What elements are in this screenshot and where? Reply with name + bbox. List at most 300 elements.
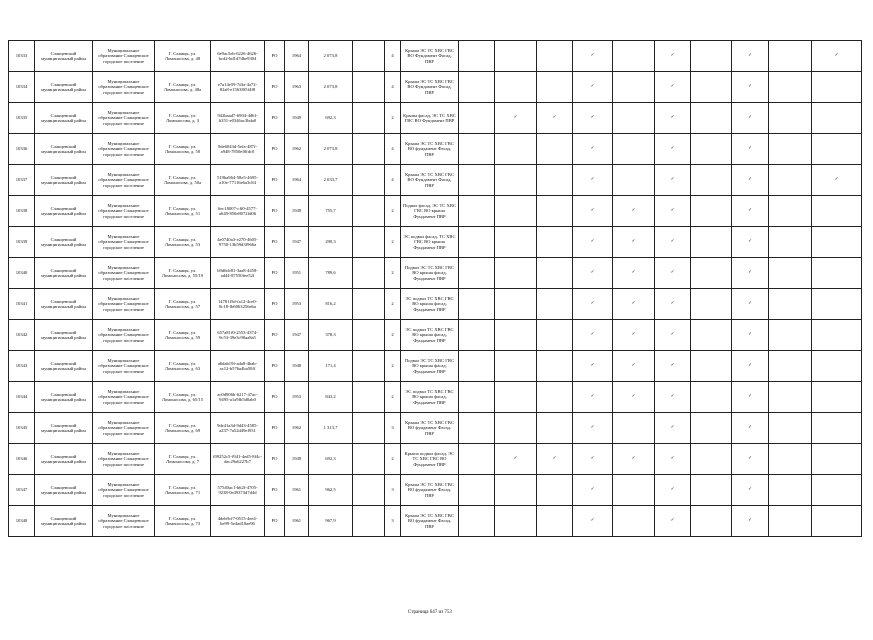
check-mark-icon: ✓ <box>670 518 675 524</box>
check-cell <box>459 196 495 227</box>
cell-district: Сланцевский муниципальный район <box>35 134 93 165</box>
check-cell <box>573 196 613 227</box>
check-cell <box>732 134 769 165</box>
check-mark-icon: ✓ <box>748 177 752 183</box>
cell-blank <box>353 227 385 258</box>
cell-district: Сланцевский муниципальный район <box>35 258 93 289</box>
check-cell <box>769 475 812 506</box>
cell-address: Г. Сланцы, ул. Ломоносова, д. 69 <box>155 413 211 444</box>
cell-formation: Муниципальное образование Сланцевское городское поселение <box>93 41 155 72</box>
check-mark-icon: ✓ <box>748 84 752 90</box>
cell-blank <box>353 289 385 320</box>
cell-address: Г. Сланцы, ул. Ломоносова, д. 59 <box>155 320 211 351</box>
cell-blank <box>353 72 385 103</box>
check-mark-icon: ✓ <box>748 115 752 121</box>
cell-code: РО <box>265 103 285 134</box>
cell-floors: 2 <box>385 196 401 227</box>
cell-id: 10338 <box>9 196 35 227</box>
check-mark-icon: ✓ <box>670 270 675 276</box>
cell-year: 1947 <box>285 320 309 351</box>
cell-guid: 6ec18007-cff0-4577-a649-850e8072fd06 <box>211 196 265 227</box>
cell-code: РО <box>265 444 285 475</box>
cell-address: Г. Сланцы, ул. Ломоносова, д. 65/15 <box>155 382 211 413</box>
check-cell <box>495 258 537 289</box>
check-mark-icon: ✓ <box>590 84 595 90</box>
table-row <box>9 289 862 320</box>
check-cell <box>537 134 573 165</box>
check-cell <box>732 475 769 506</box>
cell-formation: Муниципальное образование Сланцевское городское поселение <box>93 444 155 475</box>
check-cell <box>459 72 495 103</box>
cell-guid: 6e9ac5eb-6226-4626-bcd2-bd1d7dbe9304 <box>211 41 265 72</box>
cell-id: 10340 <box>9 258 35 289</box>
cell-address: Г. Сланцы, ул. Ломоносова, д. 55/19 <box>155 258 211 289</box>
table-row <box>9 41 862 72</box>
check-cell <box>495 413 537 444</box>
check-cell <box>769 258 812 289</box>
check-cell <box>459 351 495 382</box>
check-cell <box>691 165 732 196</box>
check-cell <box>769 103 812 134</box>
cell-district: Сланцевский муниципальный район <box>35 289 93 320</box>
check-cell <box>573 475 613 506</box>
check-cell <box>691 227 732 258</box>
check-cell <box>732 320 769 351</box>
check-cell <box>495 103 537 134</box>
check-mark-icon: ✓ <box>590 146 595 152</box>
cell-area: 789,6 <box>309 258 353 289</box>
check-cell <box>812 41 862 72</box>
check-mark-icon: ✓ <box>748 301 752 307</box>
check-mark-icon: ✓ <box>631 394 636 400</box>
check-cell <box>573 227 613 258</box>
cell-code: РО <box>265 382 285 413</box>
cell-code: РО <box>265 134 285 165</box>
cell-guid: 942baad7-6904-4d6f-b351-e0346ac3bda0 <box>211 103 265 134</box>
check-mark-icon: ✓ <box>670 487 675 493</box>
check-cell <box>655 320 691 351</box>
check-cell <box>655 196 691 227</box>
cell-code: РО <box>265 475 285 506</box>
check-cell <box>537 475 573 506</box>
cell-year: 1961 <box>285 475 309 506</box>
check-cell <box>769 413 812 444</box>
check-mark-icon: ✓ <box>631 208 636 214</box>
check-cell <box>495 444 537 475</box>
cell-area: 962,5 <box>309 475 353 506</box>
cell-year: 1964 <box>285 165 309 196</box>
check-cell <box>537 289 573 320</box>
cell-floors: 2 <box>385 320 401 351</box>
check-cell <box>459 258 495 289</box>
cell-works: Крыша подвал фасад, ЭС ТС ХВС ГВС ВО Фундамент ПВР <box>401 444 459 475</box>
check-mark-icon: ✓ <box>670 456 675 462</box>
cell-area: 2 073,8 <box>309 134 353 165</box>
cell-district: Сланцевский муниципальный район <box>35 320 93 351</box>
cell-floors: 2 <box>385 227 401 258</box>
cell-works: Крыша фасад, ЭС ТС ХВС ГВС ВО Фундамент ПВР <box>401 103 459 134</box>
cell-address: Г. Сланцы, ул. Ломоносова, д. 3 <box>155 103 211 134</box>
cell-district: Сланцевский муниципальный район <box>35 196 93 227</box>
cell-area: 843,2 <box>309 382 353 413</box>
check-cell <box>573 444 613 475</box>
check-mark-icon: ✓ <box>748 456 752 462</box>
check-cell <box>769 196 812 227</box>
cell-code: РО <box>265 227 285 258</box>
cell-guid: 9de6043d-5efa-487f-a948-7850ef0fdc0 <box>211 134 265 165</box>
check-mark-icon: ✓ <box>748 363 752 369</box>
check-cell <box>655 165 691 196</box>
table-row <box>9 258 862 289</box>
check-cell <box>573 165 613 196</box>
check-cell <box>573 258 613 289</box>
check-cell <box>495 351 537 382</box>
cell-area: 171,4 <box>309 351 353 382</box>
check-cell <box>537 41 573 72</box>
cell-year: 1953 <box>285 289 309 320</box>
cell-floors: 4 <box>385 41 401 72</box>
check-cell <box>573 134 613 165</box>
check-cell <box>732 413 769 444</box>
check-cell <box>732 41 769 72</box>
check-cell <box>732 382 769 413</box>
check-cell <box>655 134 691 165</box>
cell-guid: 57540ac1-b62f-4705-9238-0e49373d7d4d <box>211 475 265 506</box>
check-cell <box>613 289 655 320</box>
cell-address: Г. Сланцы, ул. Ломоносова, д. 57 <box>155 289 211 320</box>
check-cell <box>459 413 495 444</box>
check-cell <box>537 227 573 258</box>
check-cell <box>655 413 691 444</box>
check-cell <box>812 320 862 351</box>
check-cell <box>812 413 862 444</box>
check-cell <box>537 506 573 537</box>
check-cell <box>459 320 495 351</box>
cell-floors: 2 <box>385 382 401 413</box>
cell-works: Подвал фасад, ЭС ТС ХВС ГВС ВО крыша Фундамент ПВР <box>401 196 459 227</box>
check-cell <box>769 227 812 258</box>
cell-area: 967,9 <box>309 506 353 537</box>
check-cell <box>613 134 655 165</box>
cell-works: Подвал ЭС ТС ХВС ГВС ВО крыша фасад, Фундамент ПВР <box>401 351 459 382</box>
cell-id: 10343 <box>9 351 35 382</box>
check-cell <box>495 320 537 351</box>
check-cell <box>812 289 862 320</box>
check-cell <box>655 103 691 134</box>
check-cell <box>769 382 812 413</box>
table-row <box>9 413 862 444</box>
cell-blank <box>353 41 385 72</box>
check-cell <box>769 289 812 320</box>
check-cell <box>495 475 537 506</box>
check-mark-icon: ✓ <box>590 177 595 183</box>
cell-address: Г. Сланцы, ул. Ломоносова, д. 73 <box>155 506 211 537</box>
check-cell <box>537 320 573 351</box>
check-cell <box>812 444 862 475</box>
check-mark-icon: ✓ <box>631 456 636 462</box>
check-cell <box>732 351 769 382</box>
check-cell <box>732 258 769 289</box>
cell-area: 755,7 <box>309 196 353 227</box>
cell-year: 1949 <box>285 444 309 475</box>
check-cell <box>537 196 573 227</box>
check-mark-icon: ✓ <box>748 425 752 431</box>
cell-id: 10337 <box>9 165 35 196</box>
cell-year: 1964 <box>285 41 309 72</box>
check-cell <box>495 196 537 227</box>
check-cell <box>769 165 812 196</box>
cell-id: 10347 <box>9 475 35 506</box>
check-cell <box>732 506 769 537</box>
cell-works: Крыша ЭС ТС ХВС ГВС ВО фундамент Фасад, ПВР <box>401 506 459 537</box>
cell-code: РО <box>265 320 285 351</box>
cell-blank <box>353 134 385 165</box>
check-cell <box>459 475 495 506</box>
check-cell <box>655 289 691 320</box>
check-cell <box>495 165 537 196</box>
table-row <box>9 103 862 134</box>
check-cell <box>732 289 769 320</box>
check-cell <box>732 72 769 103</box>
check-cell <box>655 382 691 413</box>
check-cell <box>655 475 691 506</box>
check-cell <box>573 72 613 103</box>
check-cell <box>691 289 732 320</box>
check-cell <box>613 227 655 258</box>
check-cell <box>537 382 573 413</box>
cell-area: 692,3 <box>309 103 353 134</box>
cell-works: Крыша ЭС ТС ХВС ГВС ВО Фундамент Фасад, ПВР <box>401 165 459 196</box>
check-cell <box>459 444 495 475</box>
cell-year: 1961 <box>285 506 309 537</box>
check-cell <box>613 103 655 134</box>
check-cell <box>769 320 812 351</box>
check-mark-icon: ✓ <box>513 456 518 462</box>
cell-year: 1947 <box>285 227 309 258</box>
cell-floors: 2 <box>385 103 401 134</box>
check-cell <box>691 196 732 227</box>
cell-district: Сланцевский муниципальный район <box>35 506 93 537</box>
check-cell <box>655 444 691 475</box>
cell-formation: Муниципальное образование Сланцевское городское поселение <box>93 103 155 134</box>
cell-address: Г. Сланцы, ул. Ломоносова, д. 71 <box>155 475 211 506</box>
cell-address: Г. Сланцы, ул. Ломоносова, д. 48а <box>155 72 211 103</box>
cell-id: 10336 <box>9 134 35 165</box>
check-cell <box>613 41 655 72</box>
check-cell <box>495 382 537 413</box>
check-mark-icon: ✓ <box>590 332 595 338</box>
table-row <box>9 134 862 165</box>
cell-district: Сланцевский муниципальный район <box>35 41 93 72</box>
check-mark-icon: ✓ <box>748 332 752 338</box>
cell-works: ЭС подвал ТС ХВС ГВС ВО крыша фасад, Фундамент ПВР <box>401 289 459 320</box>
cell-area: 1 313,7 <box>309 413 353 444</box>
check-mark-icon: ✓ <box>748 53 752 59</box>
check-mark-icon: ✓ <box>513 115 518 121</box>
cell-year: 1949 <box>285 196 309 227</box>
check-mark-icon: ✓ <box>590 394 595 400</box>
cell-floors: 3 <box>385 475 401 506</box>
check-mark-icon: ✓ <box>631 239 636 245</box>
check-mark-icon: ✓ <box>590 363 595 369</box>
cell-works: Крыша ЭС ТС ХВС ГВС ВО фундамент Фасад, ПВР <box>401 134 459 165</box>
check-cell <box>812 351 862 382</box>
cell-district: Сланцевский муниципальный район <box>35 444 93 475</box>
check-mark-icon: ✓ <box>834 53 839 59</box>
check-cell <box>573 41 613 72</box>
check-cell <box>613 258 655 289</box>
table-row <box>9 227 862 258</box>
cell-area: 290,3 <box>309 227 353 258</box>
cell-formation: Муниципальное образование Сланцевское городское поселение <box>93 506 155 537</box>
check-mark-icon: ✓ <box>631 270 636 276</box>
check-cell <box>459 165 495 196</box>
cell-address: Г. Сланцы, ул. Ломоносова, д. 63 <box>155 351 211 382</box>
check-cell <box>812 165 862 196</box>
check-cell <box>732 165 769 196</box>
cell-formation: Муниципальное образование Сланцевское городское поселение <box>93 134 155 165</box>
check-mark-icon: ✓ <box>590 239 595 245</box>
cell-id: 10345 <box>9 413 35 444</box>
check-mark-icon: ✓ <box>670 208 675 214</box>
cell-district: Сланцевский муниципальный район <box>35 165 93 196</box>
table-row <box>9 382 862 413</box>
check-cell <box>691 72 732 103</box>
cell-guid: ac0d906b-6217-47ac-9495-a1a9fb5d0ab0 <box>211 382 265 413</box>
cell-formation: Муниципальное образование Сланцевское городское поселение <box>93 413 155 444</box>
cell-blank <box>353 506 385 537</box>
check-mark-icon: ✓ <box>631 301 636 307</box>
check-mark-icon: ✓ <box>590 208 595 214</box>
check-cell <box>613 351 655 382</box>
cell-code: РО <box>265 506 285 537</box>
check-cell <box>732 103 769 134</box>
check-mark-icon: ✓ <box>590 270 595 276</box>
cell-floors: 3 <box>385 413 401 444</box>
cell-area: 816,2 <box>309 289 353 320</box>
cell-district: Сланцевский муниципальный район <box>35 382 93 413</box>
check-mark-icon: ✓ <box>748 270 752 276</box>
check-cell <box>537 444 573 475</box>
cell-district: Сланцевский муниципальный район <box>35 103 93 134</box>
check-mark-icon: ✓ <box>590 487 595 493</box>
check-cell <box>537 103 573 134</box>
cell-code: РО <box>265 41 285 72</box>
check-mark-icon: ✓ <box>748 487 752 493</box>
cell-floors: 2 <box>385 258 401 289</box>
check-cell <box>495 506 537 537</box>
check-cell <box>691 382 732 413</box>
check-cell <box>812 72 862 103</box>
check-cell <box>573 506 613 537</box>
cell-floors: 4 <box>385 72 401 103</box>
check-cell <box>495 41 537 72</box>
check-cell <box>573 413 613 444</box>
check-cell <box>495 289 537 320</box>
cell-id: 10335 <box>9 103 35 134</box>
check-cell <box>613 506 655 537</box>
check-cell <box>459 382 495 413</box>
check-mark-icon: ✓ <box>670 363 675 369</box>
cell-district: Сланцевский муниципальный район <box>35 227 93 258</box>
table-row <box>9 320 862 351</box>
check-mark-icon: ✓ <box>590 518 595 524</box>
check-cell <box>459 289 495 320</box>
cell-id: 10342 <box>9 320 35 351</box>
cell-address: Г. Сланцы, ул. Ломоносова, д. 53 <box>155 227 211 258</box>
cell-formation: Муниципальное образование Сланцевское городское поселение <box>93 196 155 227</box>
check-cell <box>769 444 812 475</box>
check-cell <box>655 506 691 537</box>
cell-guid: e7a14e59-7dfa-4a72-82a8-e15638f5f4f8 <box>211 72 265 103</box>
cell-id: 10341 <box>9 289 35 320</box>
check-cell <box>613 320 655 351</box>
cell-code: РО <box>265 72 285 103</box>
cell-district: Сланцевский муниципальный район <box>35 413 93 444</box>
cell-code: РО <box>265 289 285 320</box>
check-mark-icon: ✓ <box>748 239 752 245</box>
cell-code: РО <box>265 351 285 382</box>
check-cell <box>495 72 537 103</box>
check-cell <box>459 134 495 165</box>
check-cell <box>613 475 655 506</box>
check-cell <box>691 475 732 506</box>
check-cell <box>537 165 573 196</box>
cell-formation: Муниципальное образование Сланцевское городское поселение <box>93 475 155 506</box>
check-cell <box>812 227 862 258</box>
cell-blank <box>353 258 385 289</box>
check-mark-icon: ✓ <box>590 456 595 462</box>
page-footer: Страница 647 из 753 <box>408 610 452 615</box>
check-cell <box>573 103 613 134</box>
check-cell <box>691 258 732 289</box>
check-cell <box>769 134 812 165</box>
check-cell <box>691 41 732 72</box>
cell-floors: 4 <box>385 165 401 196</box>
cell-address: Г. Сланцы, ул. Ломоносова, д. 7 <box>155 444 211 475</box>
check-cell <box>769 72 812 103</box>
cell-formation: Муниципальное образование Сланцевское городское поселение <box>93 72 155 103</box>
check-mark-icon: ✓ <box>670 146 675 152</box>
cell-district: Сланцевский муниципальный район <box>35 351 93 382</box>
cell-works: ЭС подвал ТС ХВС ГВС ВО крыша фасад, Фундамент ПВР <box>401 382 459 413</box>
check-cell <box>812 382 862 413</box>
table-row <box>9 72 862 103</box>
cell-code: РО <box>265 165 285 196</box>
check-mark-icon: ✓ <box>670 53 675 59</box>
cell-code: РО <box>265 413 285 444</box>
check-mark-icon: ✓ <box>670 301 675 307</box>
table-row <box>9 475 862 506</box>
check-cell <box>812 103 862 134</box>
check-mark-icon: ✓ <box>670 394 675 400</box>
cell-area: 2 033,7 <box>309 165 353 196</box>
check-cell <box>573 351 613 382</box>
check-cell <box>613 382 655 413</box>
check-mark-icon: ✓ <box>590 425 595 431</box>
check-mark-icon: ✓ <box>631 363 636 369</box>
check-cell <box>613 196 655 227</box>
check-cell <box>812 475 862 506</box>
check-cell <box>537 72 573 103</box>
cell-id: 10346 <box>9 444 35 475</box>
cell-code: РО <box>265 196 285 227</box>
cell-guid: 9de41a3d-9d43-4585-a237-7a52d49ef931 <box>211 413 265 444</box>
cell-works: Подвал ЭС ТС ХВС ГВС ВО крыша фасад, Фундамент ПВР <box>401 258 459 289</box>
check-mark-icon: ✓ <box>670 84 675 90</box>
cell-guid: 4deb9cf7-0515-4ee4-be99-5e4ad18ae96 <box>211 506 265 537</box>
table-row <box>9 506 862 537</box>
